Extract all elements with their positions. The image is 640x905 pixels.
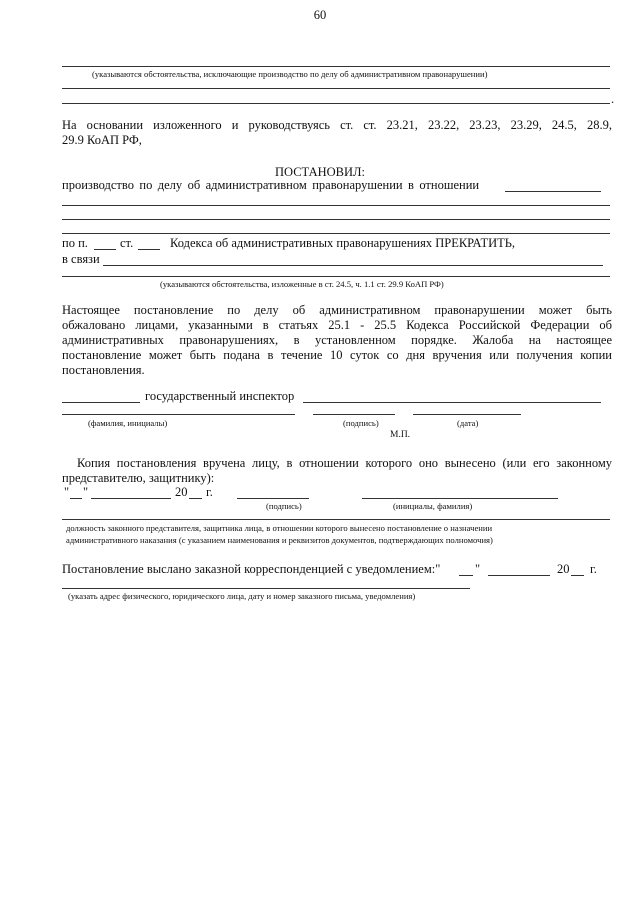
proceedings-text: производство по делу об административном правонарушении в отношении (62, 178, 480, 192)
mail-quote-close: " (475, 562, 481, 576)
clause-reason-label: в связи (62, 252, 100, 266)
mail-year-field[interactable] (571, 575, 584, 576)
clause-reason-line-2[interactable] (62, 276, 610, 277)
mail-address-field[interactable] (62, 588, 470, 589)
decision-heading: ПОСТАНОВИЛ: (275, 165, 365, 179)
copy-line-1: Копия постановления вручена лицу, в отношении которого оно вынесено (или его законному (77, 456, 612, 470)
proceedings-line-3[interactable] (62, 219, 610, 220)
mail-year-prefix: 20 (557, 562, 570, 576)
copy-caption-name: (инициалы, фамилия) (393, 501, 473, 511)
exclusion-end-dot: . (611, 92, 615, 106)
seal-label: М.П. (390, 430, 411, 440)
copy-caption-role-1: должность законного представителя, защитника лица, в отношении которого вынесено постановление о назначении (66, 523, 493, 533)
page-number: 60 (313, 8, 327, 22)
inspector-label: государственный инспектор (145, 389, 295, 403)
copy-caption-role-2: административного наказания (с указанием наименования и реквизитов документов, подтверждающих полномочия) (66, 535, 493, 545)
basis-line-2: 29.9 КоАП РФ, (62, 133, 142, 147)
inspector-prefix-field[interactable] (62, 402, 140, 403)
proceedings-line-2[interactable] (62, 205, 610, 206)
clause-reason-field[interactable] (103, 265, 603, 266)
copy-year-suffix: г. (206, 485, 213, 499)
inspector-fio-field[interactable] (62, 414, 295, 415)
appeal-line-4: постановление может быть подана в течение 10 суток со дня вручения или получения копии (62, 348, 612, 362)
inspector-date-field[interactable] (413, 414, 521, 415)
copy-quote-open: " (64, 485, 70, 499)
proceedings-line-4[interactable] (62, 233, 610, 234)
inspector-caption-name: (фамилия, инициалы) (88, 418, 168, 428)
copy-signature-field[interactable] (237, 498, 309, 499)
clause-caption: (указываются обстоятельства, изложенные в ст. 24.5, ч. 1.1 ст. 29.9 КоАП РФ) (160, 279, 444, 289)
copy-caption-signature: (подпись) (266, 501, 302, 511)
mail-text: Постановление выслано заказной корреспонденцией с уведомлением:" (62, 562, 441, 576)
appeal-line-5: постановления. (62, 363, 145, 377)
inspector-signature-field[interactable] (313, 414, 395, 415)
mail-year-suffix: г. (590, 562, 597, 576)
clause-st-label: ст. (120, 236, 134, 250)
copy-quote-close: " (83, 485, 89, 499)
copy-day-field[interactable] (70, 498, 82, 499)
appeal-line-3: административных правонарушениях, в установленном порядке. Жалоба на настоящее (62, 333, 612, 347)
appeal-line-2: обжаловано лицами, указанными в статьях 25.1 - 25.5 Кодекса Российской Федерации об (62, 318, 612, 332)
clause-p-label: по п. (62, 236, 88, 250)
clause-st-field[interactable] (138, 249, 160, 250)
copy-initials-field[interactable] (362, 498, 558, 499)
inspector-caption-signature: (подпись) (343, 418, 379, 428)
copy-year-prefix: 20 (175, 485, 188, 499)
proceedings-subject-field[interactable] (505, 191, 601, 192)
basis-line-1: На основании изложенного и руководствуясь ст. ст. 23.21, 23.22, 23.23, 23.29, 24.5, 28.9, (62, 118, 612, 132)
mail-day-field[interactable] (459, 575, 473, 576)
exclusion-caption: (указываются обстоятельства, исключающие производство по делу об административном правонарушении) (92, 69, 488, 79)
exclusion-line-2[interactable] (62, 88, 610, 89)
copy-role-field[interactable] (62, 519, 610, 520)
exclusion-line-3[interactable] (62, 103, 610, 104)
copy-month-field[interactable] (91, 498, 171, 499)
inspector-name-field[interactable] (303, 402, 601, 403)
copy-line-2: представителю, защитнику): (62, 471, 215, 485)
mail-caption: (указать адрес физического, юридического лица, дату и номер заказного письма, уведомления) (68, 591, 416, 601)
clause-p-field[interactable] (94, 249, 116, 250)
appeal-line-1: Настоящее постановление по делу об административном правонарушении может быть (62, 303, 612, 317)
inspector-caption-date: (дата) (457, 418, 479, 428)
copy-year-field[interactable] (189, 498, 202, 499)
mail-month-field[interactable] (488, 575, 550, 576)
exclusion-line-1[interactable] (62, 66, 610, 67)
clause-code-text: Кодекса об административных правонарушениях ПРЕКРАТИТЬ, (170, 236, 516, 250)
